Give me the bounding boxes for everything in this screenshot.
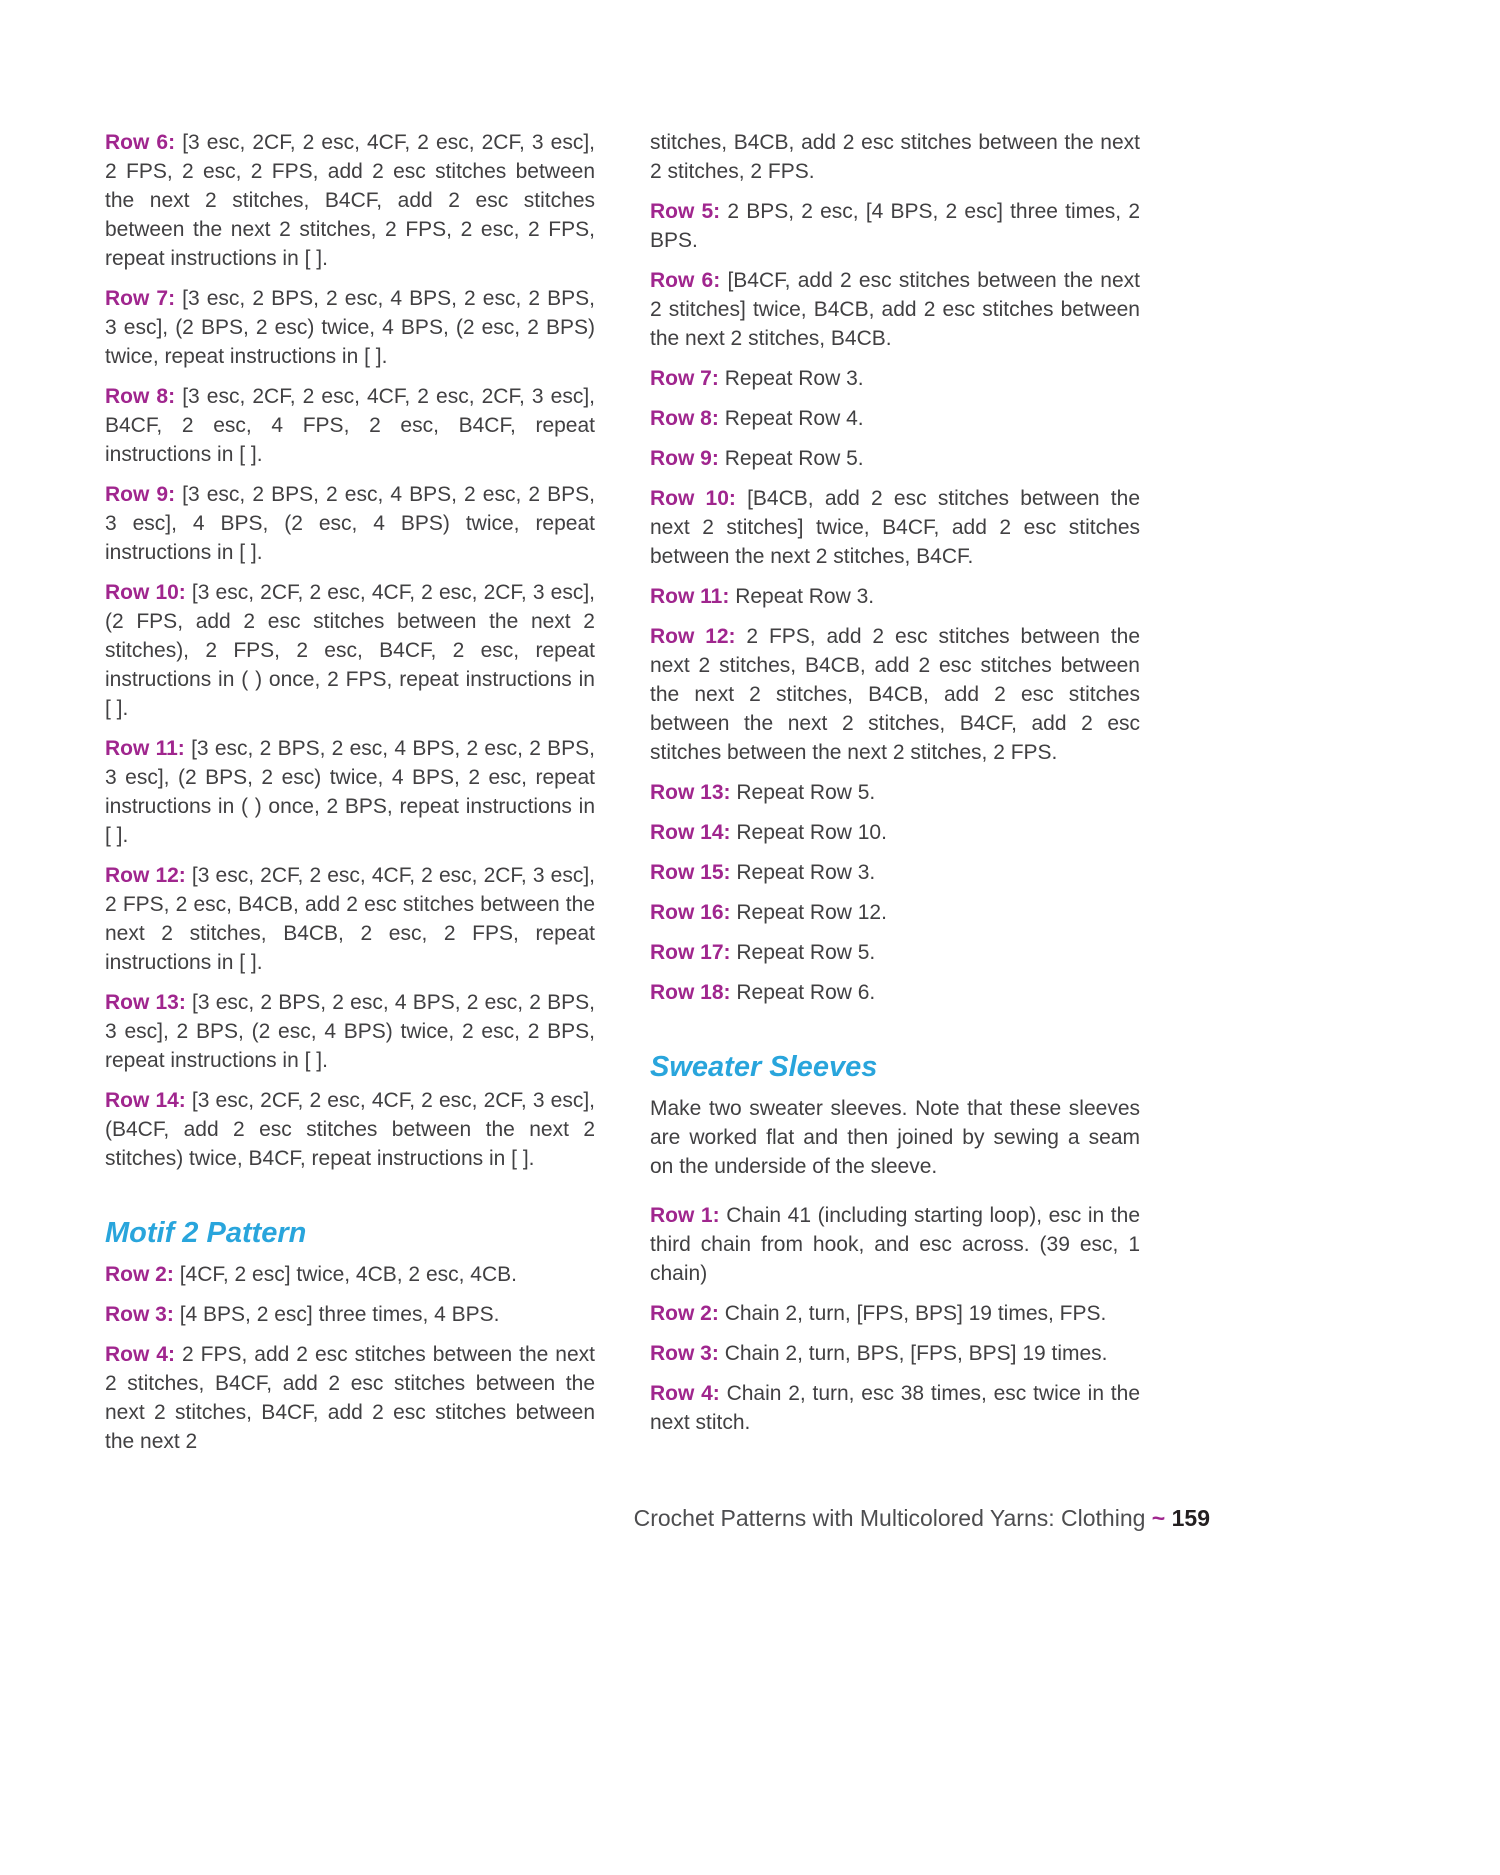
row-label: Row 5: [650, 200, 721, 223]
row-text: [3 esc, 2 BPS, 2 esc, 4 BPS, 2 esc, 2 BPS, 3 esc], 4 BPS, (2 esc, 4 BPS) twice, repeat instructions in [ ]. [105, 483, 595, 564]
row-text: 2 FPS, add 2 esc stitches between the next 2 stitches, B4CF, add 2 esc stitches between the next 2 stitches, B4CF, add 2 esc stitches between the next 2 [105, 1343, 595, 1453]
row-text: [3 esc, 2 BPS, 2 esc, 4 BPS, 2 esc, 2 BPS, 3 esc], 2 BPS, (2 esc, 4 BPS) twice, 2 esc, 2 BPS, repeat instructions in [ ]. [105, 991, 595, 1072]
pattern-row [650, 1299, 1140, 1328]
row-label: Row 17: [650, 941, 731, 964]
pattern-row [105, 1300, 595, 1329]
pattern-row [650, 1339, 1140, 1368]
row-label: Row 8: [650, 407, 719, 430]
row-label: Row 14: [650, 821, 731, 844]
row-text: [3 esc, 2 BPS, 2 esc, 4 BPS, 2 esc, 2 BPS, 3 esc], (2 BPS, 2 esc) twice, 4 BPS, (2 esc, 2 BPS) twice, repeat instructions in [ ]. [105, 287, 595, 368]
row-text: [3 esc, 2 BPS, 2 esc, 4 BPS, 2 esc, 2 BPS, 3 esc], (2 BPS, 2 esc) twice, 4 BPS, 2 esc, repeat instructions in ( ) once, 2 BPS, repeat instructions in [ ]. [105, 737, 595, 847]
row-label: Row 3: [650, 1342, 719, 1365]
row-label: Row 1: [650, 1204, 720, 1227]
column-right [650, 128, 1140, 1448]
pattern-row [105, 734, 595, 850]
row-label: Row 2: [650, 1302, 719, 1325]
row-text: [3 esc, 2CF, 2 esc, 4CF, 2 esc, 2CF, 3 esc], B4CF, 2 esc, 4 FPS, 2 esc, B4CF, repeat instructions in [ ]. [105, 385, 595, 466]
row-text: [3 esc, 2CF, 2 esc, 4CF, 2 esc, 2CF, 3 esc], 2 FPS, 2 esc, B4CB, add 2 esc stitches between the next 2 stitches, B4CB, 2 esc, 2 FPS, repeat instructions in [ ]. [105, 864, 596, 974]
text-columns [105, 128, 1500, 1467]
row-label: Row 11: [105, 737, 185, 760]
row-label: Row 12: [650, 625, 736, 648]
pattern-row [105, 1340, 595, 1456]
pattern-row [650, 978, 1140, 1007]
row-text: Repeat Row 5. [736, 781, 876, 804]
row-label: Row 13: [650, 781, 731, 804]
pattern-row [650, 404, 1140, 433]
pattern-row [650, 622, 1140, 767]
row-text: [3 esc, 2CF, 2 esc, 4CF, 2 esc, 2CF, 3 esc], (2 FPS, add 2 esc stitches between the next 2 stitches), 2 FPS, 2 esc, B4CF, 2 esc, repeat instructions in ( ) once, 2 FPS, repeat instructions in [ ]. [105, 581, 596, 720]
pattern-row [105, 578, 595, 723]
pattern-row [650, 898, 1140, 927]
row-label: Row 10: [105, 581, 186, 604]
row-label: Row 11: [650, 585, 730, 608]
row-text: Repeat Row 5. [724, 447, 864, 470]
pattern-row [105, 988, 595, 1075]
row-label: Row 8: [105, 385, 176, 408]
row-label: Row 9: [105, 483, 176, 506]
row-label: Row 10: [650, 487, 736, 510]
pattern-row [650, 1379, 1140, 1437]
column-left [105, 128, 595, 1467]
section-heading: Motif 2 Pattern [105, 1217, 307, 1249]
pattern-row [650, 197, 1140, 255]
row-label: Row 7: [650, 367, 719, 390]
row-label: Row 2: [105, 1263, 174, 1286]
footer-tilde-ornament: ~ [1151, 1505, 1166, 1531]
body-paragraph [650, 1094, 1140, 1181]
row-text: stitches, B4CB, add 2 esc stitches between the next 2 stitches, 2 FPS. [650, 131, 1140, 183]
row-label: Row 9: [650, 447, 719, 470]
pattern-row [105, 861, 595, 977]
page-number: 159 [1171, 1505, 1210, 1531]
row-text: [4 BPS, 2 esc] three times, 4 BPS. [179, 1303, 500, 1326]
row-label: Row 12: [105, 864, 186, 887]
row-text: Repeat Row 6. [736, 981, 876, 1004]
pattern-row [105, 480, 595, 567]
row-text: [4CF, 2 esc] twice, 4CB, 2 esc, 4CB. [179, 1263, 517, 1286]
row-text: Repeat Row 3. [736, 861, 876, 884]
row-label: Row 6: [105, 131, 176, 154]
section-heading: Sweater Sleeves [650, 1051, 878, 1083]
row-label: Row 18: [650, 981, 731, 1004]
row-text: 2 BPS, 2 esc, [4 BPS, 2 esc] three times, 2 BPS. [650, 200, 1140, 252]
body-paragraph [650, 128, 1140, 186]
pattern-row [650, 1201, 1140, 1288]
pattern-row [650, 444, 1140, 473]
page-footer [105, 1503, 1210, 1533]
pattern-row [105, 284, 595, 371]
row-label: Row 13: [105, 991, 186, 1014]
row-label: Row 16: [650, 901, 731, 924]
row-text: Repeat Row 10. [736, 821, 887, 844]
row-text: Repeat Row 5. [736, 941, 876, 964]
pattern-row [650, 818, 1140, 847]
row-text: [B4CF, add 2 esc stitches between the next 2 stitches] twice, B4CB, add 2 esc stitches between the next 2 stitches, B4CB. [650, 269, 1140, 350]
row-text: Repeat Row 3. [724, 367, 864, 390]
row-text: Repeat Row 4. [724, 407, 864, 430]
pattern-row [650, 364, 1140, 393]
row-text: Chain 2, turn, esc 38 times, esc twice in the next stitch. [650, 1382, 1140, 1434]
pattern-row [650, 266, 1140, 353]
row-text: [3 esc, 2CF, 2 esc, 4CF, 2 esc, 2CF, 3 esc], 2 FPS, 2 esc, 2 FPS, add 2 esc stitches between the next 2 stitches, B4CF, add 2 esc stitches between the next 2 stitches, 2 FPS, 2 esc, 2 FPS, repeat instructions in [ ]. [105, 131, 595, 270]
row-label: Row 3: [105, 1303, 174, 1326]
row-text: Chain 2, turn, [FPS, BPS] 19 times, FPS. [724, 1302, 1107, 1325]
row-label: Row 7: [105, 287, 176, 310]
footer-title: Crochet Patterns with Multicolored Yarns: Clothing [633, 1505, 1146, 1531]
row-text: Make two sweater sleeves. Note that these sleeves are worked flat and then joined by sewing a seam on the underside of the sleeve. [650, 1097, 1140, 1178]
pattern-row [105, 128, 595, 273]
row-label: Row 4: [650, 1382, 720, 1405]
pattern-row [105, 1260, 595, 1289]
pattern-row [650, 938, 1140, 967]
row-label: Row 15: [650, 861, 731, 884]
row-text: Repeat Row 3. [735, 585, 875, 608]
row-text: [3 esc, 2CF, 2 esc, 4CF, 2 esc, 2CF, 3 esc], (B4CF, add 2 esc stitches between the next 2 stitches) twice, B4CF, repeat instructions in [ ]. [105, 1089, 596, 1170]
row-text: Chain 2, turn, BPS, [FPS, BPS] 19 times. [724, 1342, 1108, 1365]
row-label: Row 4: [105, 1343, 175, 1366]
pattern-row [650, 582, 1140, 611]
pattern-row [650, 778, 1140, 807]
row-label: Row 6: [650, 269, 721, 292]
row-text: Repeat Row 12. [736, 901, 887, 924]
pattern-row [650, 484, 1140, 571]
row-text: 2 FPS, add 2 esc stitches between the next 2 stitches, B4CB, add 2 esc stitches between the next 2 stitches, B4CB, add 2 esc stitches between the next 2 stitches, B4CF, add 2 esc stitches between the next 2 stitches, 2 FPS. [650, 625, 1141, 764]
row-text: Chain 41 (including starting loop), esc in the third chain from hook, and esc across. (39 esc, 1 chain) [650, 1204, 1140, 1285]
pattern-row [650, 858, 1140, 887]
pattern-row [105, 1086, 595, 1173]
pattern-row [105, 382, 595, 469]
row-text: [B4CB, add 2 esc stitches between the next 2 stitches] twice, B4CF, add 2 esc stitches between the next 2 stitches, B4CF. [650, 487, 1140, 568]
row-label: Row 14: [105, 1089, 186, 1112]
